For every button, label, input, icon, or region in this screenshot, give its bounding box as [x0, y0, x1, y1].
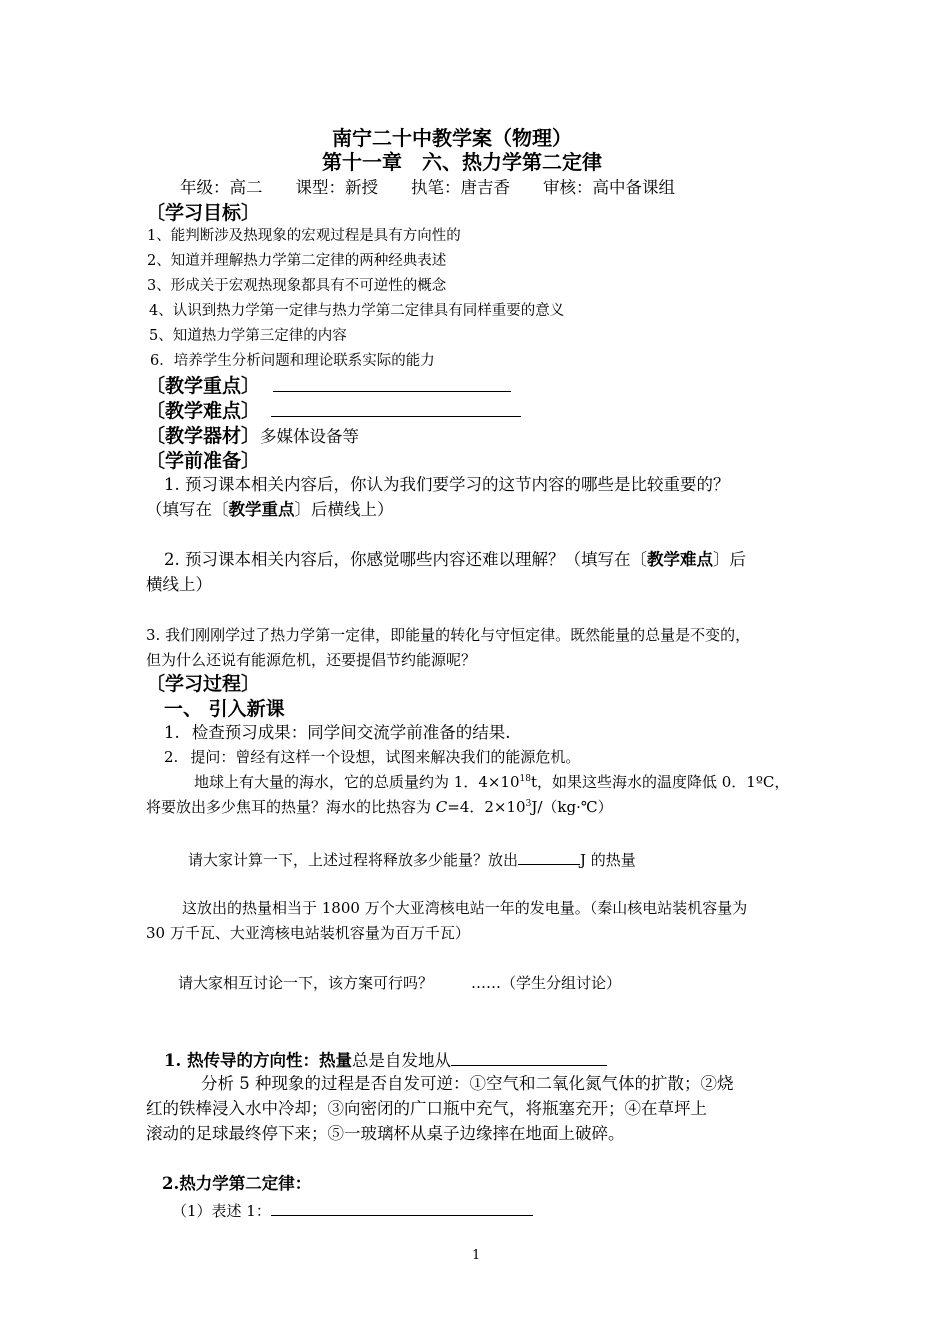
objective-item: 5、知道热力学第三定律的内容	[149, 328, 347, 344]
equipment-label: 〔教学器材〕	[146, 425, 261, 447]
page-number: 1	[472, 1248, 481, 1263]
statement-1-blank[interactable]	[271, 1199, 533, 1216]
document-title: 南宁二十中教学案（物理）	[332, 126, 572, 150]
preview-q1-line2: （填写在〔教学重点〕后横线上）	[146, 500, 394, 519]
step-2: 2. 提问：曾经有这样一个设想，试图来解决我们的能源危机。	[164, 748, 581, 766]
chapter-title: 第十一章 六、热力学第二定律	[322, 150, 602, 174]
objective-item: 6．培养学生分析问题和理论联系实际的能力	[150, 353, 435, 369]
heat-direction-line: 1. 热传导的方向性：热量总是自发地从	[164, 1049, 607, 1071]
energy-blank[interactable]	[518, 848, 580, 865]
discussion-line: 请大家相互讨论一下，该方案可行吗？ ……（学生分组讨论）	[178, 974, 622, 992]
objective-item: 4、认识到热力学第一定律与热力学第二定律具有同样重要的意义	[149, 303, 565, 319]
analysis-line1: 分析 5 种现象的过程是否自发可逆：①空气和二氧化氮气体的扩散；②烧	[201, 1074, 734, 1093]
preview-q3-line1: 3. 我们刚刚学过了热力学第一定律，即能量的转化与守恒定律。既然能量的总量是不变的，	[146, 626, 751, 644]
calc-prompt: 请大家计算一下，上述过程将释放多少能量？放出 J 的热量	[188, 848, 636, 869]
key-points-blank[interactable]	[273, 375, 511, 392]
heat-direction-blank[interactable]	[451, 1049, 607, 1066]
key-points-label: 〔教学重点〕	[146, 375, 261, 397]
sea-water-line2: 将要放出多少焦耳的热量？海水的比热容为 C=4．$2\times 10^3J/(kg\cdot℃)$	[146, 798, 613, 816]
second-law-heading: 2.热力学第二定律：	[162, 1174, 312, 1193]
difficulties-label: 〔教学难点〕	[146, 400, 261, 422]
meta-line: 年级：高二 课型：新授 执笔：唐吉香 审核：高中备课组	[180, 178, 675, 197]
preview-q1-line1: 1. 预习课本相关内容后，你认为我们要学习的这节内容的哪些是比较重要的？	[164, 475, 730, 494]
difficulties-blank[interactable]	[271, 400, 521, 417]
objective-item: 3、形成关于宏观热现象都具有不可逆性的概念	[147, 278, 447, 294]
preview-q2-line2: 横线上）	[146, 575, 212, 594]
analysis-line2: 红的铁棒浸入水中冷却；③向密闭的广口瓶中充气，将瓶塞充开；④在草坪上	[146, 1099, 707, 1118]
equivalence-line2: 30 万千瓦、大亚湾核电站装机容量为百万千瓦）	[146, 924, 470, 942]
preview-heading: 〔学前准备〕	[146, 450, 261, 472]
process-heading: 〔学习过程〕	[146, 673, 261, 695]
part-one-heading: 一、 引入新课	[164, 698, 285, 720]
key-points-row	[146, 375, 511, 398]
equipment-value: 多媒体设备等	[260, 427, 360, 446]
objective-item: 2、知道并理解热力学第二定律的两种经典表述	[147, 253, 447, 269]
objective-item: 1、能判断涉及热现象的宏观过程是具有方向性的	[147, 228, 461, 244]
equipment-row	[146, 425, 359, 448]
difficulties-row	[146, 400, 521, 423]
statement-1-line: （1）表述 1：	[172, 1199, 533, 1220]
analysis-line3: 滚动的足球最终停下来；⑤一玻璃杯从桌子边缘摔在地面上破碎。	[146, 1124, 625, 1143]
sea-water-line1: 地球上有大量的海水，它的总质量约为 1．$4\times 10^{18}t$，如果这些海水的温度降低 0．1ºC，	[194, 773, 790, 791]
preview-q2-line1: 2. 预习课本相关内容后，你感觉哪些内容还难以理解？（填写在〔教学难点〕后	[164, 550, 746, 569]
equivalence-line1: 这放出的热量相当于 1800 万个大亚湾核电站一年的发电量。（秦山核电站装机容量为	[182, 899, 748, 917]
preview-q3-line2: 但为什么还说有能源危机，还要提倡节约能源呢？	[146, 651, 477, 669]
objectives-heading: 〔学习目标〕	[146, 202, 261, 224]
step-1: 1. 检查预习成果：同学间交流学前准备的结果.	[164, 723, 511, 742]
